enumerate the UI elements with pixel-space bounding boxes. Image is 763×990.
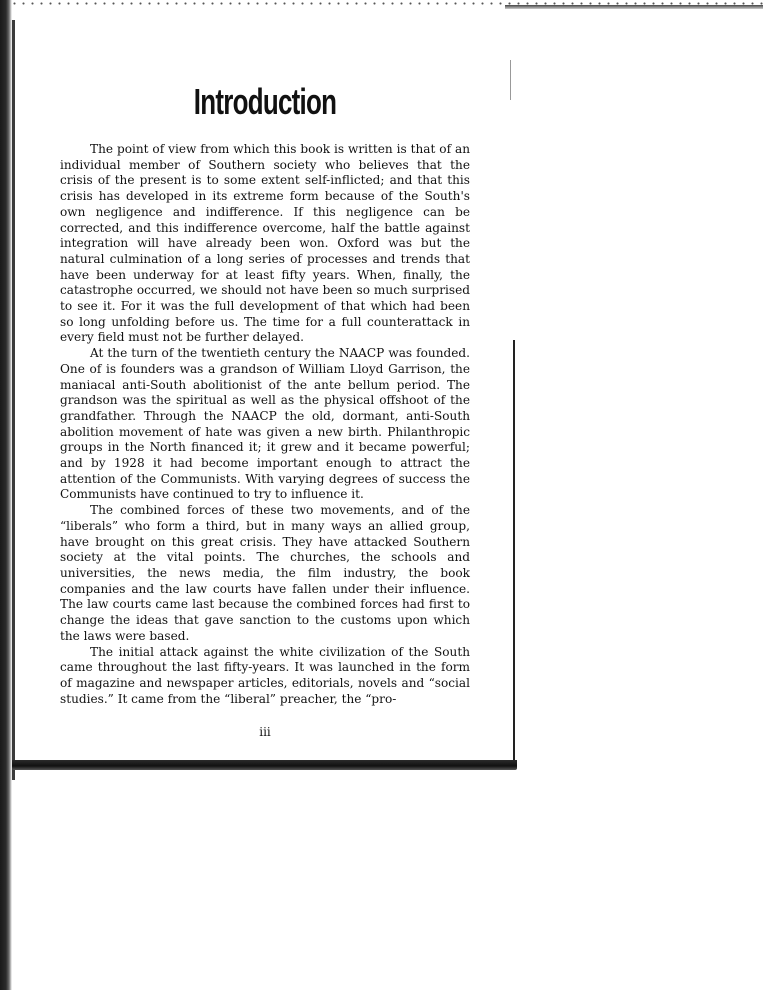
paragraph: The combined forces of these two movements, and of the “liberals” who form a third, but in many ways an allied group, have brought on this great crisis. They have attacked Southern society at the vital points. The churches, the schools and universities, the news media, the film industry, the book companies and the law courts have fallen under their influence. The law courts came last because the combined forces had first to change the ideas that gave sanction to the customs upon which the laws were based. <box>60 503 470 643</box>
scan-left-binding-shadow <box>0 0 12 990</box>
page-number: iii <box>259 725 271 740</box>
paragraph: The initial attack against the white civilization of the South came throughout the last fifty-years. It was launched in the form of magazine and newspaper articles, editorials, novels and “social studies.” It came from the “liberal” preacher, the “pro- <box>60 644 470 706</box>
paragraph: The point of view from which this book is written is that of an individual member of Southern society who believes that the crisis of the present is to some extent self-inflicted; and that this crisis has developed in its extreme form because of the South's own negligence and indifference. If this negligence can be corrected, and this indifference overcome, half the battle against integration will have already been won. Oxford was but the natural culmination of a long series of processes and trends that have been underway for at least fifty years. When, finally, the catastrophe occurred, we should not have been so much surprised to see it. For it was the full development of that which had been so long unfolding before us. The time for a full counterattack in every field must not be further delayed. <box>60 142 470 345</box>
scan-right-page-edge <box>513 340 515 760</box>
chapter-title: Introduction <box>193 81 337 122</box>
scan-bottom-page-shadow <box>12 760 517 770</box>
paragraph: At the turn of the twentieth century the NAACP was founded. One of is founders was a grandson of William Lloyd Garrison, the maniacal anti-South abolitionist of the ante bellum period. The grandson was the spiritual as well as the physical offshoot of the grandfather. Through the NAACP the old, dormant, anti-South abolition movement of hate was given a new birth. Philanthropic groups in the North financed it; it grew and it became powerful; and by 1928 it had become important enough to attract the attention of the Communists. With varying degrees of success the Communists have continued to try to influence it. <box>60 346 470 502</box>
scan-left-page-edge <box>12 20 15 780</box>
scan-right-mark <box>510 60 511 100</box>
book-page <box>60 80 470 739</box>
scan-top-edge <box>505 5 763 9</box>
